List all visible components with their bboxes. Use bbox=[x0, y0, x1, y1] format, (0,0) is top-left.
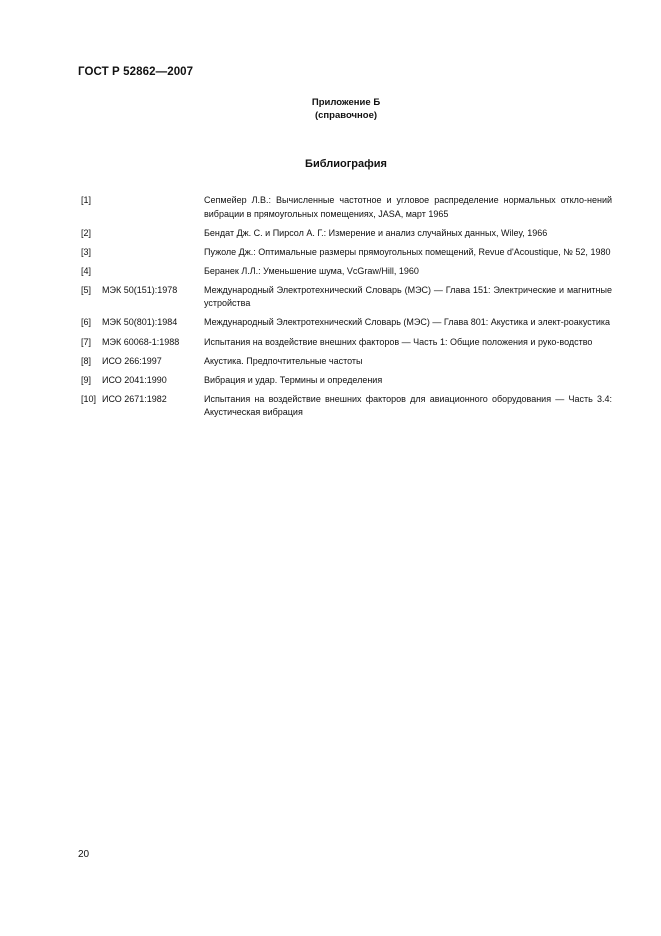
reference-text: Пужоле Дж.: Оптимальные размеры прямоугольных помещений, Revue d'Acoustique, № 52, 1980 bbox=[204, 246, 611, 257]
reference-list bbox=[81, 194, 612, 425]
reference-item-1 bbox=[81, 194, 612, 221]
reference-number: [5] bbox=[81, 284, 92, 295]
reference-text: Испытания на воздействие внешних факторов — Часть 1: Общие положения и руко-водство bbox=[204, 336, 593, 347]
reference-item-10 bbox=[81, 393, 612, 420]
reference-number: [2] bbox=[81, 227, 92, 238]
reference-number: [1] bbox=[81, 195, 92, 205]
reference-text: Испытания на воздействие внешних факторов для авиационного оборудования — Часть 3.4: Акустическая вибрация bbox=[204, 393, 612, 418]
reference-number: [4] bbox=[81, 265, 92, 276]
page-number: 20 bbox=[78, 849, 90, 860]
reference-number: [8] bbox=[81, 355, 92, 366]
reference-text: Международный Электротехнический Словарь (МЭС) — Глава 801: Акустика и элект-роакустика bbox=[204, 317, 611, 328]
reference-code: МЭК 60068-1:1988 bbox=[102, 336, 180, 347]
reference-text: Бендат Дж. С. и Пирсол А. Г.: Измерение и анализ случайных данных, Wiley, 1966 bbox=[204, 227, 548, 238]
reference-number: [10] bbox=[81, 393, 97, 404]
reference-text: Беранек Л.Л.: Уменьшение шума, VcGraw/Hill, 1960 bbox=[204, 265, 419, 276]
reference-item-8 bbox=[81, 355, 612, 369]
reference-item-7 bbox=[81, 336, 612, 350]
reference-text: Международный Электротехнический Словарь (МЭС) — Глава 151: Электрические и магнитные устройства bbox=[204, 284, 612, 309]
reference-item-6 bbox=[81, 316, 612, 330]
reference-item-5 bbox=[81, 284, 612, 311]
reference-item-3 bbox=[81, 246, 612, 260]
reference-number: [3] bbox=[81, 246, 92, 257]
reference-item-2 bbox=[81, 227, 612, 241]
reference-number: [9] bbox=[81, 374, 92, 385]
reference-text: Сепмейер Л.В.: Вычисленные частотное и угловое распределение нормальных откло-нений вибрации в прямоугольных помещениях, JASA, март 1965 bbox=[204, 195, 612, 219]
reference-code: ИСО 266:1997 bbox=[102, 355, 162, 366]
reference-text: Акустика. Предпочтительные частоты bbox=[204, 355, 363, 366]
reference-item-9 bbox=[81, 374, 612, 388]
appendix-type: (справочное) bbox=[314, 110, 378, 121]
reference-code: МЭК 50(801):1984 bbox=[102, 317, 178, 328]
reference-number: [6] bbox=[81, 317, 92, 328]
document-header: ГОСТ Р 52862—2007 bbox=[78, 66, 194, 78]
reference-code: МЭК 50(151):1978 bbox=[102, 284, 178, 295]
reference-code: ИСО 2041:1990 bbox=[102, 374, 167, 385]
reference-code: ИСО 2671:1982 bbox=[102, 393, 167, 404]
reference-text: Вибрация и удар. Термины и определения bbox=[204, 374, 383, 385]
reference-item-4 bbox=[81, 265, 612, 279]
bibliography-title: Библиография bbox=[305, 158, 387, 170]
appendix-heading bbox=[230, 96, 462, 122]
reference-number: [7] bbox=[81, 336, 92, 347]
appendix-title: Приложение Б bbox=[311, 97, 381, 108]
